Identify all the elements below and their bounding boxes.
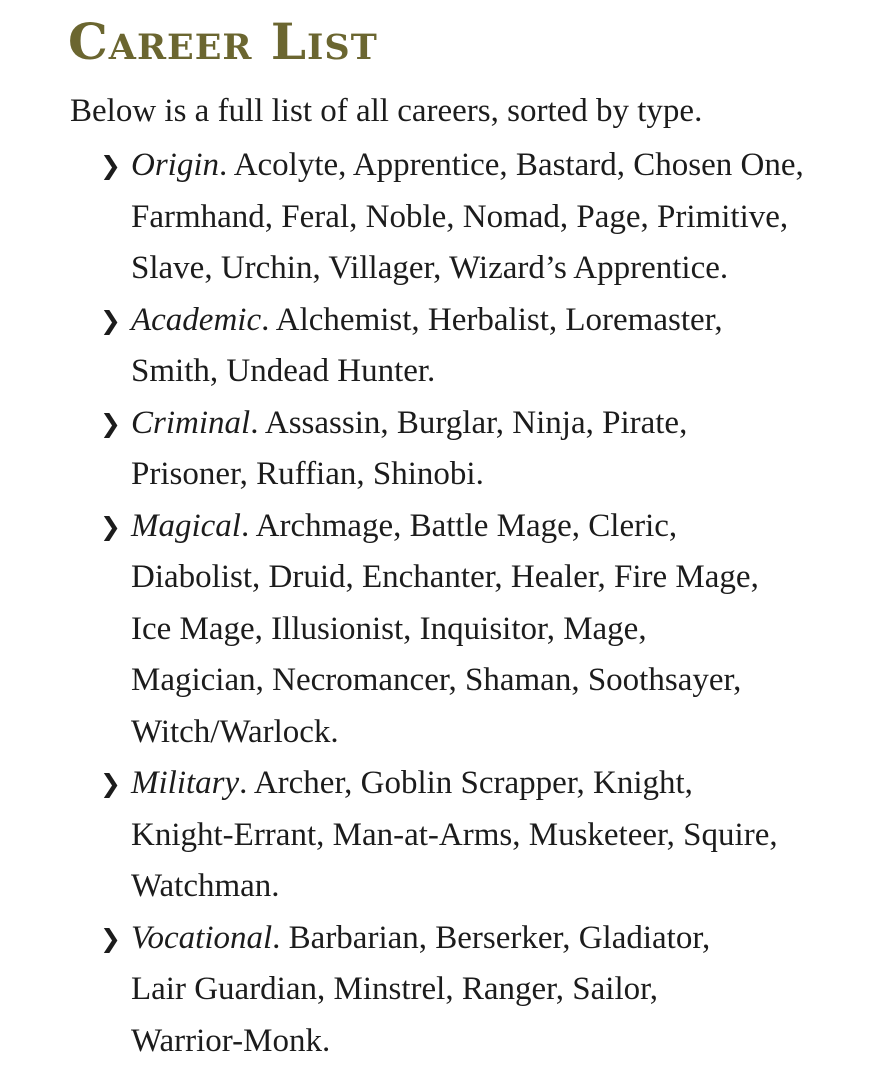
career-line: Smith, Undead Hunter. — [131, 353, 436, 389]
category-name: Origin — [131, 147, 220, 183]
category-name: Magical — [131, 507, 241, 544]
career-line — [131, 758, 890, 810]
career-line: Lair Guardian, Minstrel, Ranger, Sailor, — [131, 971, 659, 1007]
category-name: Criminal — [131, 404, 251, 441]
career-line: Watchman. — [131, 868, 280, 904]
category-name: Academic — [131, 301, 262, 338]
career-category-vocational — [100, 913, 890, 1068]
career-line: Warrior-Monk. — [131, 1022, 331, 1059]
chevron-right-icon: ❯ — [100, 305, 121, 335]
career-line — [131, 501, 890, 553]
career-items: . Barbarian, Berserker, Gladiator, — [272, 919, 711, 956]
career-line — [131, 140, 890, 192]
career-line: Witch/Warlock. — [131, 713, 339, 750]
career-category-academic — [100, 295, 890, 398]
chevron-right-icon: ❯ — [100, 923, 121, 953]
career-items: . Assassin, Burglar, Ninja, Pirate, — [250, 404, 688, 441]
category-name: Military — [131, 765, 240, 801]
career-category-origin — [100, 140, 890, 295]
career-line: Magician, Necromancer, Shaman, Soothsayer, — [131, 662, 742, 698]
category-name: Vocational — [131, 919, 273, 956]
career-line — [131, 295, 890, 347]
chevron-right-icon: ❯ — [100, 769, 121, 798]
career-category-magical — [100, 501, 890, 759]
career-category-criminal — [100, 398, 890, 501]
career-line: Knight-Errant, Man-at-Arms, Musketeer, Squire, — [131, 816, 778, 853]
career-line: Farmhand, Feral, Noble, Nomad, Page, Primitive, — [131, 198, 789, 235]
career-items: . Acolyte, Apprentice, Bastard, Chosen One, — [219, 147, 804, 183]
career-items: . Alchemist, Herbalist, Loremaster, — [261, 301, 723, 338]
career-line: Diabolist, Druid, Enchanter, Healer, Fire Mage, — [131, 559, 759, 595]
chevron-right-icon: ❯ — [100, 408, 121, 438]
intro-text: Below is a full list of all careers, sorted by type. — [70, 93, 703, 129]
career-line: Slave, Urchin, Villager, Wizard’s Apprentice. — [131, 250, 729, 286]
career-line — [131, 398, 890, 450]
chevron-right-icon: ❯ — [100, 511, 121, 541]
career-items: . Archer, Goblin Scrapper, Knight, — [239, 765, 693, 801]
career-line: Prisoner, Ruffian, Shinobi. — [131, 456, 484, 492]
career-category-military — [100, 758, 890, 913]
career-list — [100, 140, 890, 1067]
chevron-right-icon: ❯ — [100, 151, 121, 180]
career-line — [131, 913, 890, 965]
page-title: Career List — [68, 12, 378, 71]
career-items: . Archmage, Battle Mage, Cleric, — [240, 507, 678, 544]
career-line: Ice Mage, Illusionist, Inquisitor, Mage, — [131, 610, 647, 647]
